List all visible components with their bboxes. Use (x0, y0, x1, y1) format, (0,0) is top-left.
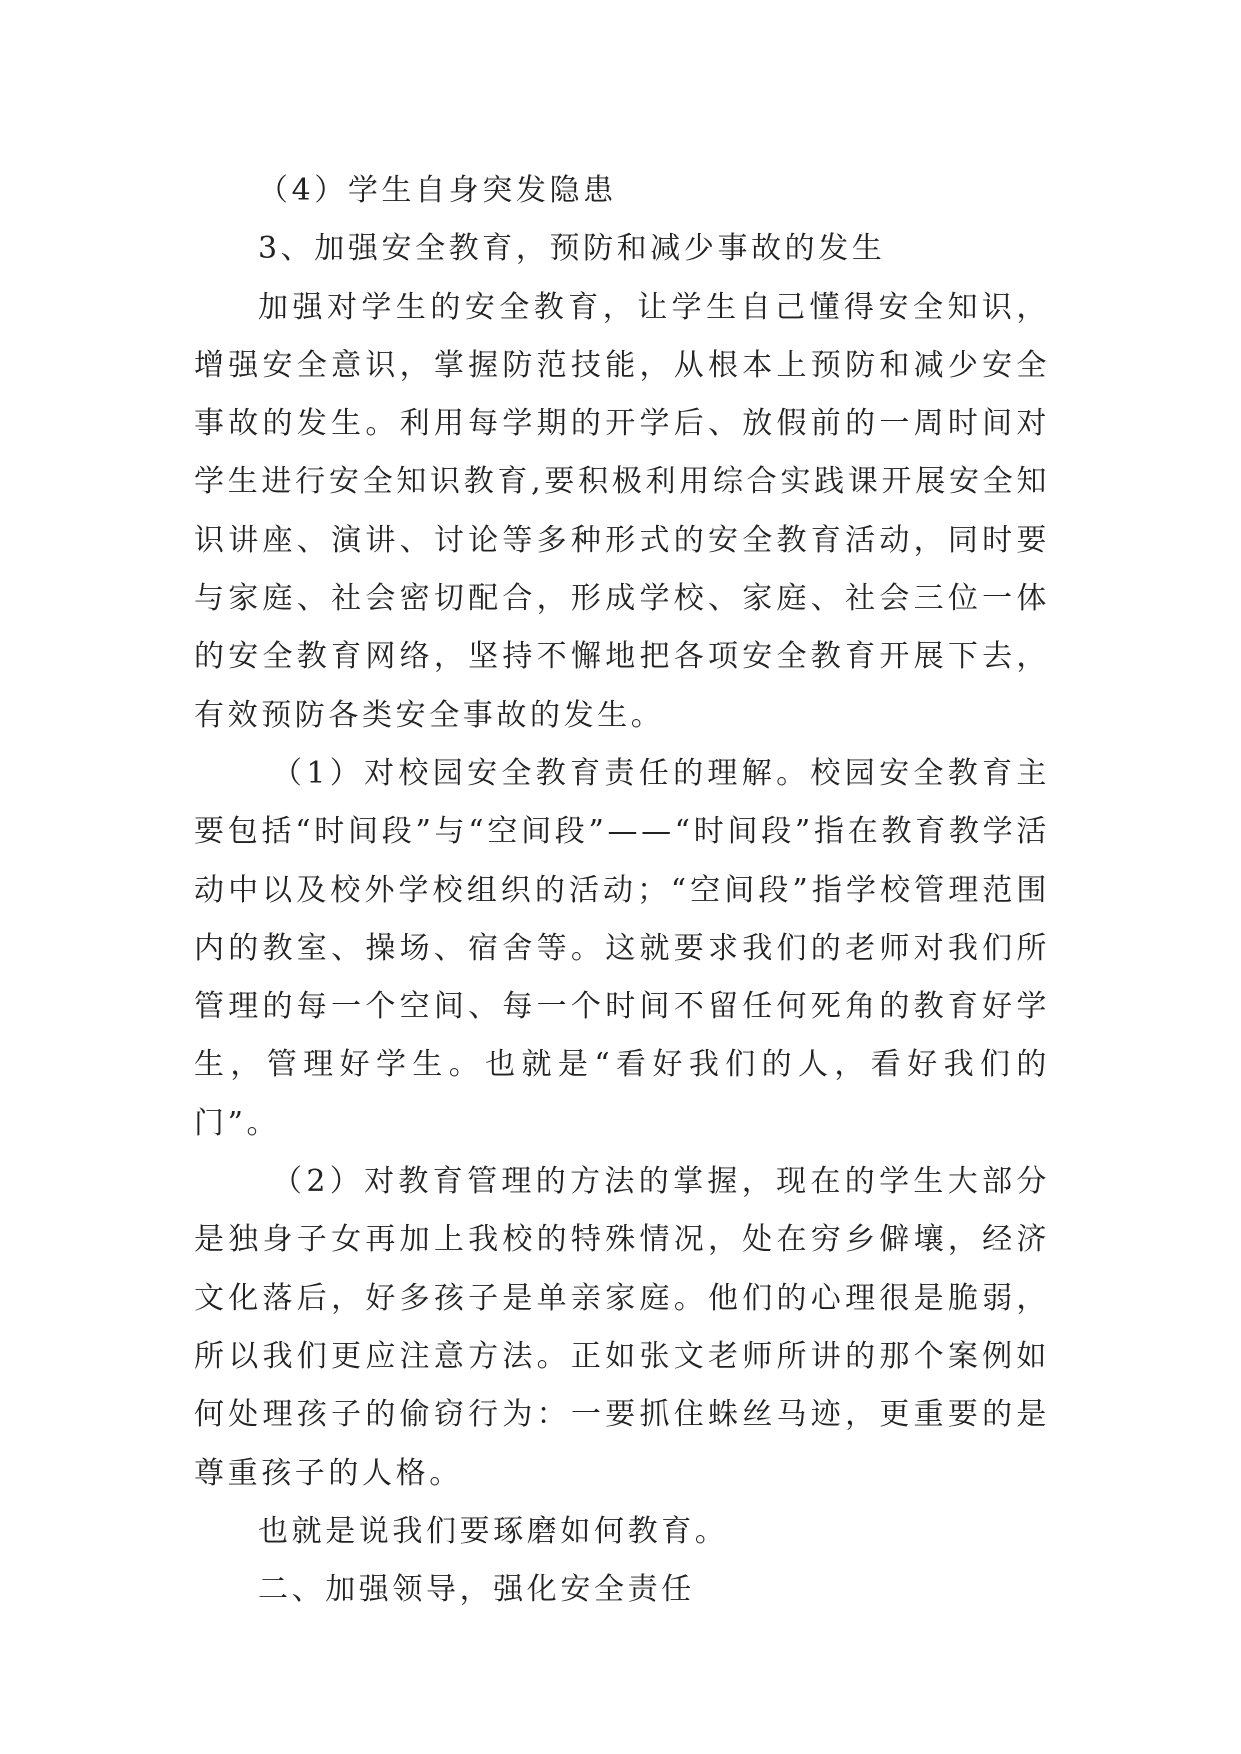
document-page (194, 162, 1050, 1619)
paragraph-management-methods: （2）对教育管理的方法的掌握，现在的学生大部分是独身子女再加上我校的特殊情况，处在穷乡僻壤，经济文化落后，好多孩子是单亲家庭。他们的心理很是脆弱，所以我们更应注意方法。正如张文老师所讲的那个案例如何处理孩子的偷窃行为：一要抓住蛛丝马迹，更重要的是尊重孩子的人格。 (194, 1164, 1050, 1491)
paragraph-education-reflection: 也就是说我们要琢磨如何教育。 (258, 1513, 729, 1549)
paragraph-student-hazard: （4）学生自身突发隐患 (258, 173, 617, 208)
section-heading-safety-education: 3、加强安全教育，预防和减少事故的发生 (258, 231, 886, 267)
paragraph-safety-education: 加强对学生的安全教育，让学生自己懂得安全知识，增强安全意识，掌握防范技能，从根本上预防和减少安全事故的发生。利用每学期的开学后、放假前的一周时间对学生进行安全知识教育,要积极利用综合实践课开展安全知识讲座、演讲、讨论等多种形式的安全教育活动，同时要与家庭、社会密切配合，形成学校、家庭、社会三位一体的安全教育网络，坚持不懈地把各项安全教育开展下去，有效预防各类安全事故的发生。 (194, 289, 1050, 733)
section-heading-leadership: 二、加强领导，强化安全责任 (258, 1572, 695, 1608)
paragraph-responsibility: （1）对校园安全教育责任的理解。校园安全教育主要包括“时间段”与“空间段”——“时间段”指在教育教学活动中以及校外学校组织的活动；“空间段”指学校管理范围内的教室、操场、宿舍等。这就要求我们的老师对我们所管理的每一个空间、每一个时间不留任何死角的教育好学生，管理好学生。也就是“看好我们的人，看好我们的门”。 (194, 755, 1050, 1141)
